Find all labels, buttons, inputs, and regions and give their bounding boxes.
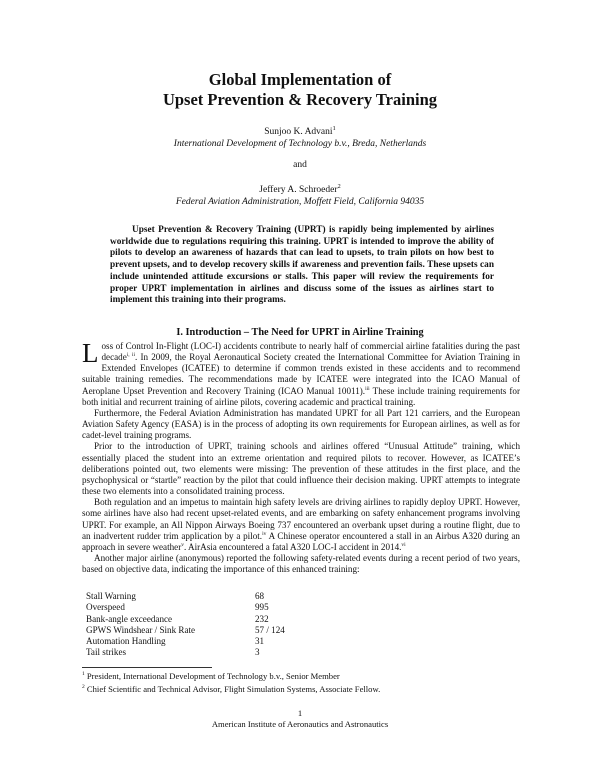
table-row bbox=[86, 591, 285, 602]
events-table bbox=[86, 591, 285, 659]
author-1-name: Sunjoo K. Advani bbox=[264, 127, 333, 138]
drop-cap: L bbox=[82, 338, 99, 368]
event-label: Bank-angle exceedance bbox=[86, 613, 173, 624]
table-row bbox=[86, 625, 285, 636]
page-footer: American Institute of Aeronautics and Astronautics bbox=[211, 719, 389, 729]
event-value: 31 bbox=[255, 636, 265, 647]
and-separator: and bbox=[293, 160, 307, 170]
event-label: Automation Handling bbox=[86, 636, 166, 647]
citation: i, ii bbox=[126, 352, 136, 359]
title-line-2: Upset Prevention & Recovery Training bbox=[162, 90, 438, 109]
citation: vi bbox=[401, 541, 406, 548]
footnote-divider bbox=[82, 667, 212, 668]
event-label: GPWS Windshear / Sink Rate bbox=[86, 624, 196, 635]
paragraph-5: Another major airline (anonymous) reported the following safety-related events during a recent period of two years, based on objective data, indicating the importance of this enhanced training: bbox=[82, 552, 520, 575]
footnote-1 bbox=[82, 671, 542, 682]
citation: iii bbox=[365, 385, 370, 392]
event-label: Stall Warning bbox=[86, 591, 136, 601]
event-value: 995 bbox=[255, 602, 269, 613]
author-2-name: Jeffery A. Schroeder bbox=[259, 185, 338, 196]
paragraph-2: Furthermore, the Federal Aviation Administration has mandated UPRT for all Part 121 carriers, and the European Aviation Safety Agency (EASA) is in the process of adopting its own requirements for European airlines, as well as for cadet-level training programs. bbox=[82, 407, 520, 441]
paragraph-1: Loss of Control In-Flight (LOC-I) accidents contribute to nearly half of commercial airline fatalities during the past decade$^{i, ii}$. In 2009, the Royal Aeronautical Society created the International Committee for Aviation Training in Extended Envelopes (ICATEE) to determine if common trends existed in these accidents and to recommend suitable training remedies. The recommendations made by ICATEE were integrated into the ICAO Manual of Aeroplane Upset Prevention and Recovery Training (ICAO Manual 10011).$^{iii}$ These include training requirements for both initial and recurrent training of airline pilots, covering academic and practical training. bbox=[82, 338, 520, 407]
citation: v bbox=[181, 541, 184, 548]
author-2 bbox=[0, 181, 600, 208]
footnote-1-text: President, International Development of Technology b.v., Senior Member bbox=[84, 671, 340, 681]
author-1-affiliation: International Development of Technology b.v., Breda, Netherlands bbox=[173, 139, 427, 150]
author-2-sup: 2 bbox=[337, 183, 341, 190]
event-value: 3 bbox=[255, 647, 260, 658]
title-line-1: Global Implementation of bbox=[208, 70, 392, 89]
page-number: 1 bbox=[297, 708, 303, 718]
author-2-affiliation: Federal Aviation Administration, Moffett Field, California 94035 bbox=[175, 197, 425, 208]
table-row bbox=[86, 602, 285, 613]
author-1-sup: 1 bbox=[332, 125, 336, 132]
author-1 bbox=[0, 123, 600, 150]
event-value: 57 / 124 bbox=[255, 624, 285, 635]
footnote-1-number: 1 bbox=[82, 671, 85, 678]
section-body bbox=[82, 338, 520, 575]
event-label: Overspeed bbox=[86, 602, 125, 613]
event-value: 232 bbox=[255, 613, 269, 624]
event-value: 68 bbox=[255, 591, 265, 601]
footnote-2-number: 2 bbox=[82, 684, 85, 691]
paragraph-4: Both regulation and an impetus to maintain high safety levels are driving airlines to rapidly deploy UPRT. However, some airlines have also had recent upset-related events, and are embarking on safety enhancement programs involving UPRT. For example, an All Nippon Airways Boeing 737 encountered an overbank upset during a routine flight, due to an inadvertent rudder trim application by a pilot.$^{iv}$ A Chinese operator encountered a stall in an Airbus A320 during an approach in severe weather$^v$. AirAsia encountered a fatal A320 LOC-I accident in 2014.$^{vi}$ bbox=[82, 497, 520, 552]
paragraph-3: Prior to the introduction of UPRT, training schools and airlines offered “Unusual Attitude” training, which essentially placed the student into an extreme orientation and required pilots to recover. However, as ICATEE’s deliberations pointed out, two elements were missing: The prevention of these attitudes in the first place, and the psychophysical or “startle” reaction by the pilot that could influence their decision making. UPRT attempts to integrate these two elements into a consolidated training process. bbox=[82, 441, 520, 497]
table-row bbox=[86, 647, 285, 658]
citation: iv bbox=[262, 530, 267, 537]
abstract-text: Upset Prevention & Recovery Training (UPRT) is rapidly being implemented by airlines worldwide due to regulations requiring this training. UPRT is intended to improve the ability of pilots to develop an awareness of hazards that can lead to upsets, to train pilots on how best to prevent upsets, and to develop recovery skills if awareness and prevention fails. These upsets can include unintended attitude excursions or stalls. This paper will review the requirements for proper UPRT implementation in airlines and discuss some of the issues as airlines start to implement this training into their programs. bbox=[110, 225, 494, 306]
event-label: Tail strikes bbox=[86, 647, 127, 658]
footnote-2-text: Chief Scientific and Technical Advisor, Flight Simulation Systems, Associate Fellow. bbox=[84, 684, 381, 694]
footnote-2 bbox=[82, 684, 542, 695]
section-heading: I. Introduction – The Need for UPRT in Airline Training bbox=[176, 327, 424, 338]
paper-title bbox=[0, 70, 600, 110]
table-row bbox=[86, 636, 285, 647]
abstract bbox=[110, 225, 494, 307]
table-row bbox=[86, 614, 285, 625]
